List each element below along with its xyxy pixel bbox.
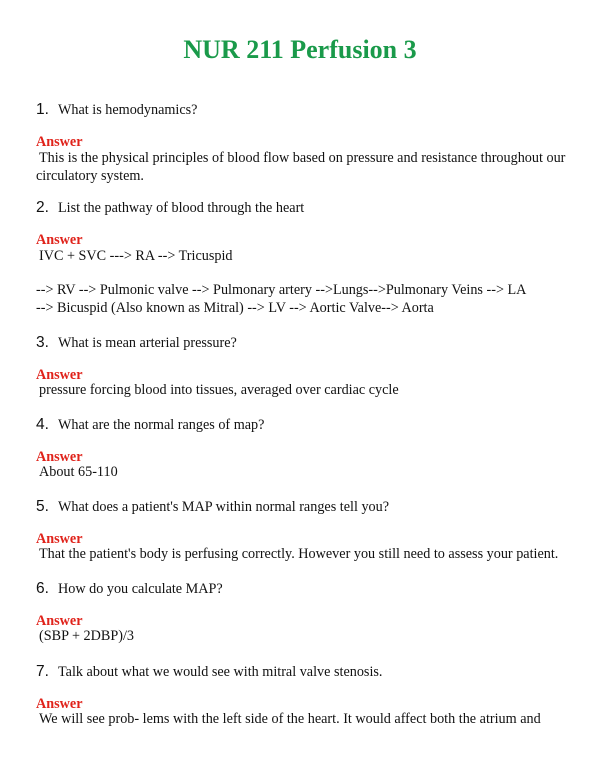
answer-label: Answer bbox=[36, 367, 83, 383]
answer-label: Answer bbox=[36, 449, 83, 465]
answer-line: IVC + SVC ---> RA --> Tricuspid bbox=[39, 248, 233, 264]
question-7 bbox=[36, 663, 576, 681]
answer-label: Answer bbox=[36, 613, 83, 629]
answer-label: Answer bbox=[36, 232, 83, 248]
answer-3 bbox=[36, 382, 566, 400]
question-number: 7. bbox=[36, 663, 49, 680]
answer-7 bbox=[36, 711, 566, 729]
answer-line: This is the physical principles of blood flow based on pressure and resistance throughout our bbox=[39, 150, 566, 166]
question-number: 5. bbox=[36, 498, 49, 515]
answer-5 bbox=[36, 546, 566, 564]
answer-6 bbox=[36, 628, 566, 646]
question-text: List the pathway of blood through the heart bbox=[58, 200, 305, 216]
answer-line: (SBP + 2DBP)/3 bbox=[39, 628, 134, 644]
question-text: What is mean arterial pressure? bbox=[58, 335, 237, 351]
question-number: 6. bbox=[36, 580, 49, 597]
answer-4 bbox=[36, 464, 566, 482]
answer-line: About 65-110 bbox=[39, 464, 118, 480]
question-number: 2. bbox=[36, 199, 49, 216]
answer-line: --> Bicuspid (Also known as Mitral) --> LV --> Aortic Valve--> Aorta bbox=[36, 299, 434, 316]
answer-label: Answer bbox=[36, 531, 83, 547]
question-text: What does a patient's MAP within normal ranges tell you? bbox=[58, 499, 390, 515]
answer-1 bbox=[36, 150, 566, 185]
question-text: What is hemodynamics? bbox=[58, 102, 198, 118]
answer-line: --> RV --> Pulmonic valve --> Pulmonary artery -->Lungs-->Pulmonary Veins --> LA bbox=[36, 282, 527, 298]
answer-2-continued bbox=[36, 282, 566, 317]
answer-2 bbox=[36, 248, 566, 266]
question-number: 4. bbox=[36, 416, 49, 433]
question-1 bbox=[36, 101, 576, 119]
answer-line: We will see prob- lems with the left side of the heart. It would affect both the atrium and bbox=[39, 711, 541, 727]
question-3 bbox=[36, 334, 576, 352]
question-number: 3. bbox=[36, 334, 49, 351]
question-number: 1. bbox=[36, 101, 49, 118]
answer-label: Answer bbox=[36, 134, 83, 150]
question-text: How do you calculate MAP? bbox=[58, 581, 223, 597]
answer-line: That the patient's body is perfusing correctly. However you still need to assess your patient. bbox=[39, 546, 559, 562]
question-2 bbox=[36, 199, 576, 217]
answer-label: Answer bbox=[36, 696, 83, 712]
document-title: NUR 211 Perfusion 3 bbox=[183, 35, 417, 64]
question-5 bbox=[36, 498, 576, 516]
question-text: What are the normal ranges of map? bbox=[58, 417, 265, 433]
question-4 bbox=[36, 416, 576, 434]
answer-line: circulatory system. bbox=[36, 167, 144, 184]
question-6 bbox=[36, 580, 576, 598]
question-text: Talk about what we would see with mitral valve stenosis. bbox=[58, 664, 383, 680]
answer-line: pressure forcing blood into tissues, averaged over cardiac cycle bbox=[39, 382, 399, 398]
